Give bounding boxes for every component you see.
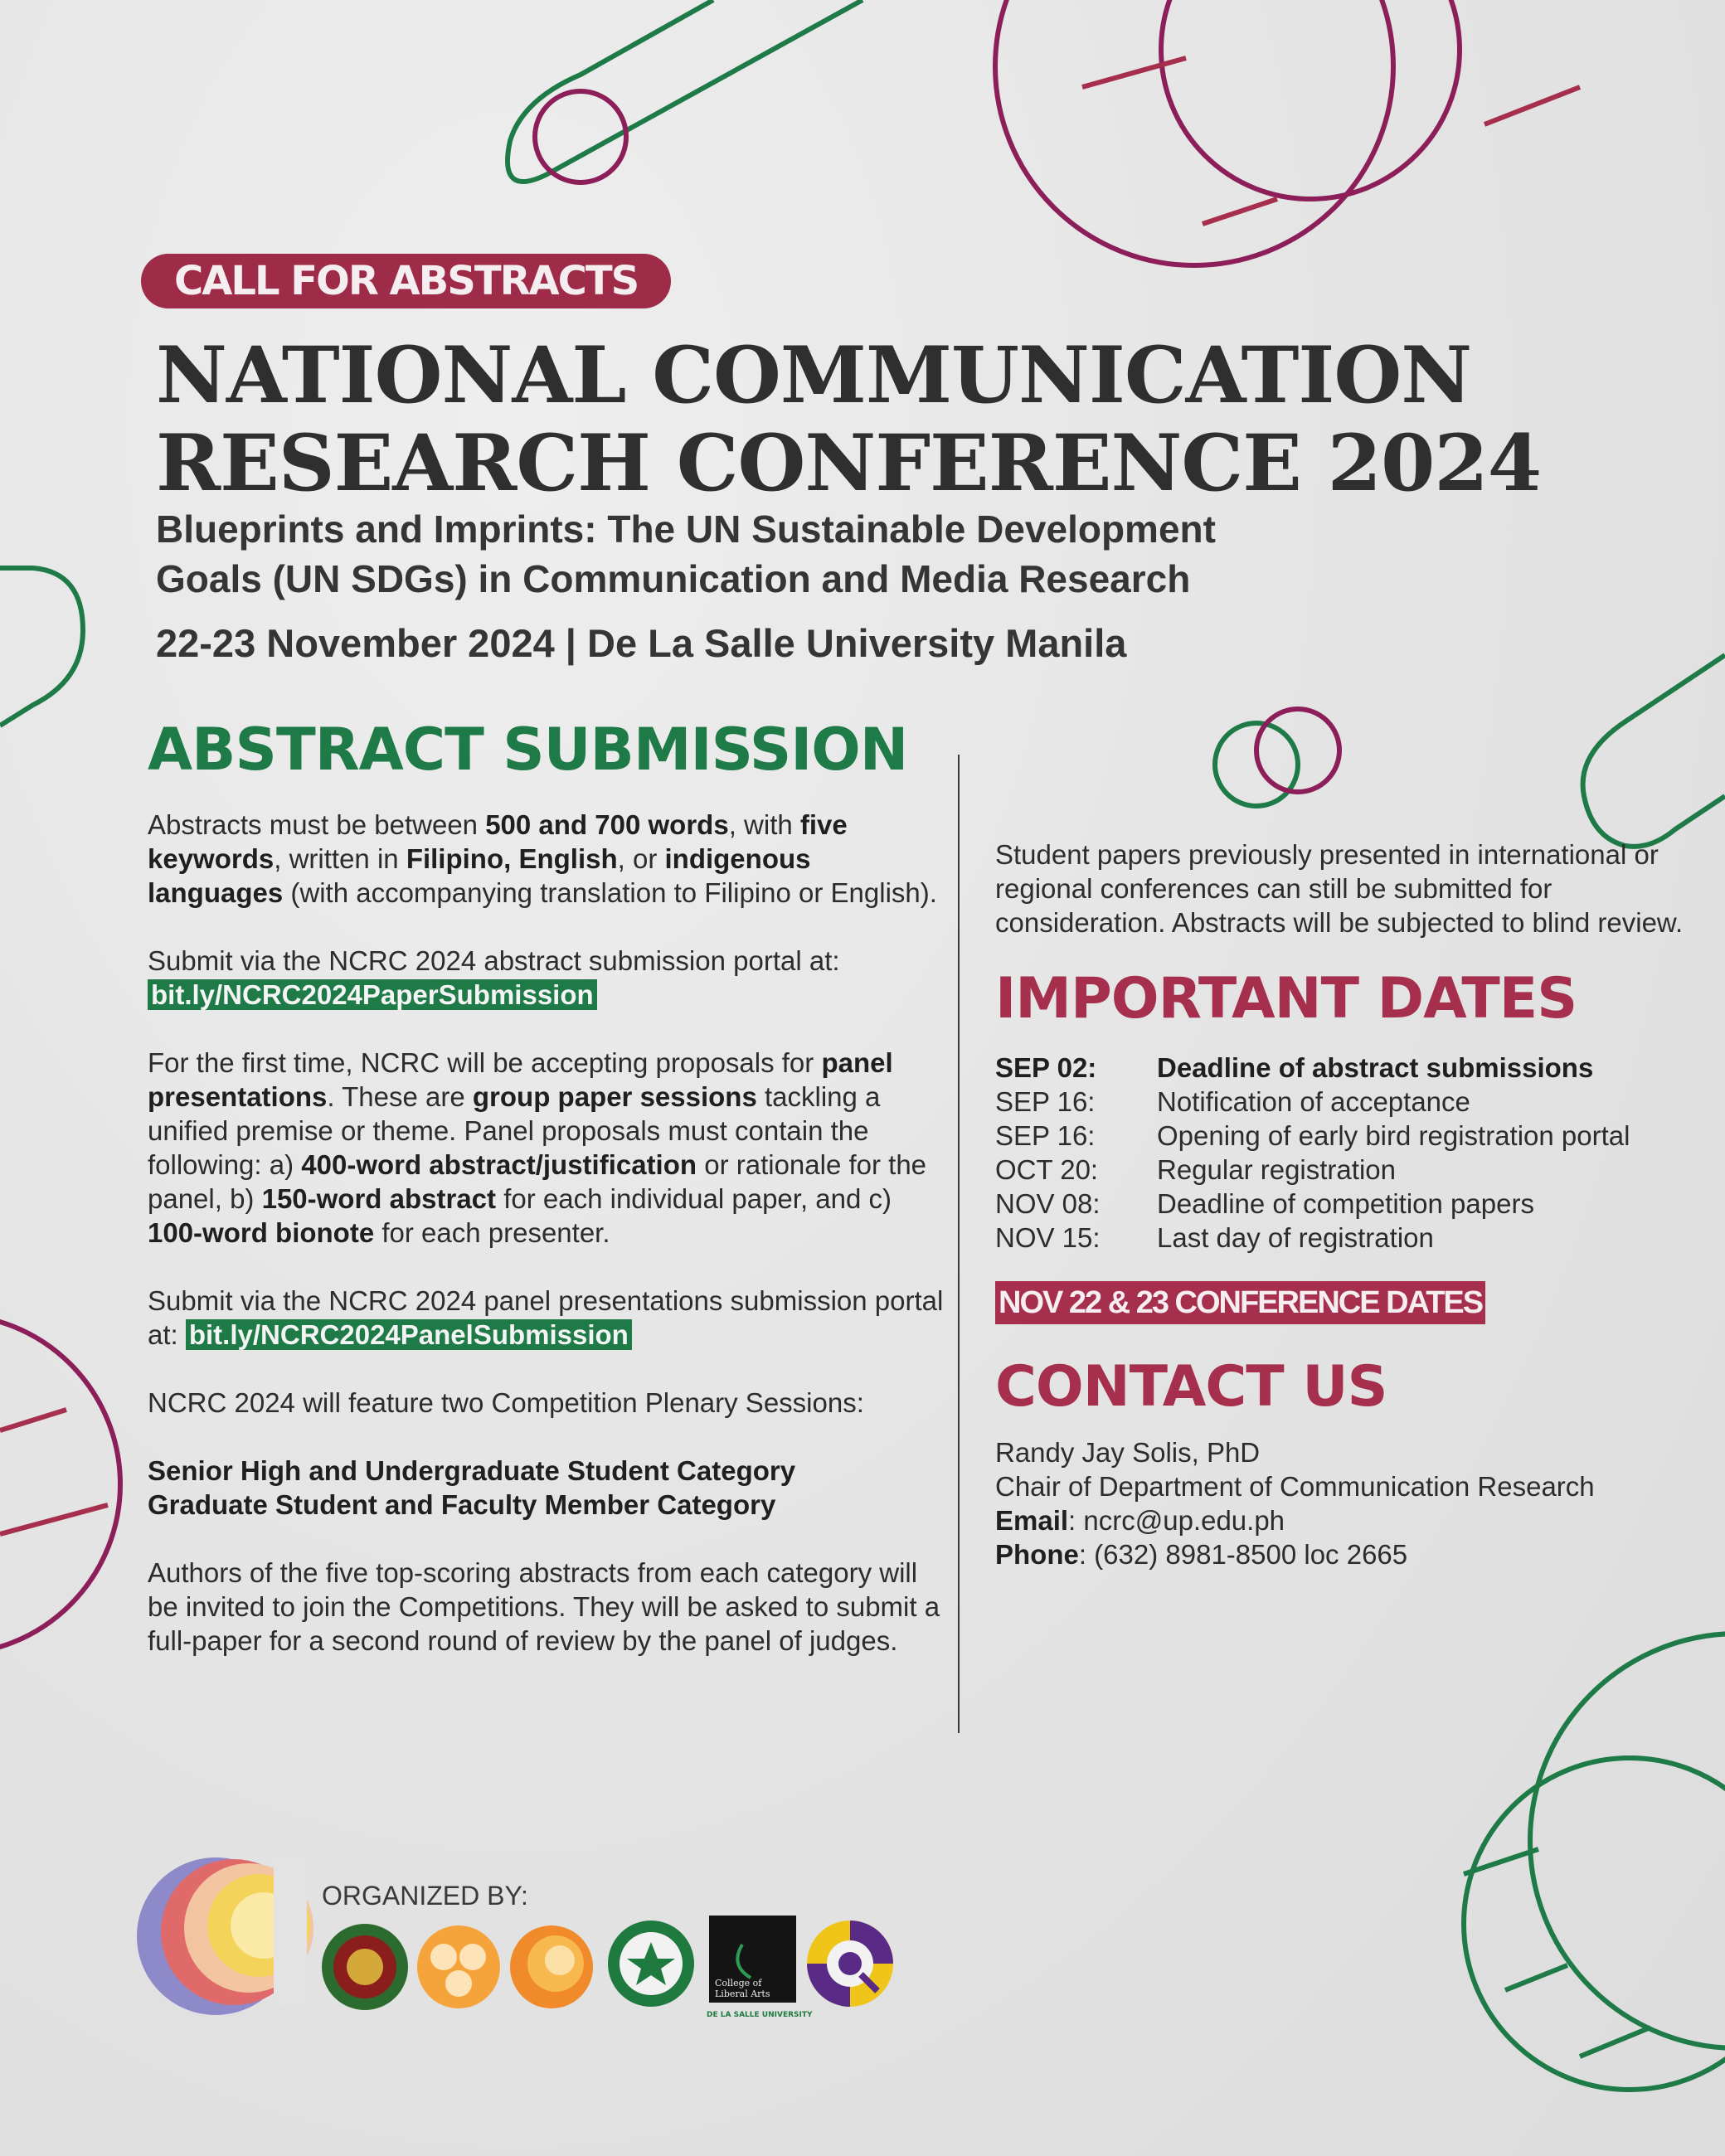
category-1: Senior High and Undergraduate Student Category (148, 1455, 796, 1486)
email-label: Email (995, 1505, 1069, 1536)
emphasis: indigenous languages (148, 843, 811, 908)
text: . These are (327, 1081, 473, 1112)
date: NOV 15: (995, 1222, 1101, 1253)
text: Submit via the NCRC 2024 panel presentations submission portal at: (148, 1285, 944, 1350)
date: OCT 20: (995, 1154, 1099, 1185)
event: Last day of registration (1157, 1222, 1434, 1253)
date: SEP 16: (995, 1120, 1096, 1151)
emphasis: five keywords (148, 809, 848, 874)
phone-label: Phone (995, 1539, 1079, 1570)
emphasis: panel presentations (148, 1047, 893, 1112)
panel-submission-link[interactable]: bit.ly/NCRC2024PanelSubmission (186, 1319, 632, 1350)
emphasis: Filipino, English (406, 843, 618, 874)
theme-line-2: Goals (UN SDGs) in Communication and Media Research (156, 557, 1191, 600)
paper-submission-link[interactable]: bit.ly/NCRC2024PaperSubmission (148, 979, 597, 1010)
dlsu-seal-icon (608, 1920, 694, 2007)
contact-role: Chair of Department of Communication Research (995, 1471, 1595, 1502)
event: Deadline of abstract submissions (1157, 1052, 1594, 1083)
text: for each individual paper, and c) (496, 1183, 892, 1214)
text: , with (728, 809, 800, 840)
date: SEP 16: (995, 1086, 1096, 1117)
phone-value: : (632) 8981-8500 loc 2665 (1078, 1539, 1408, 1570)
date-venue: 22-23 November 2024 | De La Salle University Manila (156, 621, 1127, 665)
title-line-1: NATIONAL COMMUNICATION (156, 330, 1472, 421)
text: for each presenter. (374, 1217, 610, 1248)
cla-logo-text: College of (715, 1978, 762, 1988)
organized-by-label: ORGANIZED BY: (322, 1881, 528, 1911)
email-value: : ncrc@up.edu.ph (1068, 1505, 1285, 1536)
orange-swirl-logo-icon (417, 1925, 500, 2008)
theme-line-1: Blueprints and Imprints: The UN Sustainable Development (156, 507, 1216, 551)
orange-spiral-logo-icon (510, 1925, 593, 2008)
purple-search-logo-icon (807, 1920, 893, 2007)
emphasis: 150-word abstract (261, 1183, 497, 1214)
emphasis: 400-word abstract/justification (301, 1149, 697, 1180)
category-2: Graduate Student and Faculty Member Category (148, 1489, 776, 1520)
text: For the first time, NCRC will be accepting proposals for (148, 1047, 822, 1078)
title-line-2: RESEARCH CONFERENCE 2024 (156, 418, 1542, 509)
event: Regular registration (1157, 1154, 1396, 1185)
event: Opening of early bird registration portal (1157, 1120, 1630, 1151)
up-seal-icon (322, 1924, 408, 2010)
text: Submit via the NCRC 2024 abstract submission portal at: (148, 945, 840, 976)
cla-logo-text: Liberal Arts (715, 1988, 770, 1999)
competition-paragraph: Authors of the five top-scoring abstracts from each category will be invited to join the Competitions. They will be asked to submit a full-paper for a second round of review by the panel of judges. (148, 1557, 940, 1656)
text: , written in (274, 843, 406, 874)
contact-name: Randy Jay Solis, PhD (995, 1437, 1261, 1468)
cla-caption: DE LA SALLE UNIVERSITY (707, 2011, 813, 2019)
text: , or (617, 843, 665, 874)
text: or rationale for the panel, b) (148, 1149, 927, 1214)
date: SEP 02: (995, 1052, 1097, 1083)
text: tackling a unified premise or theme. Panel proposals must contain the following: a) (148, 1081, 881, 1180)
call-for-abstracts-badge: CALL FOR ABSTRACTS (141, 254, 671, 308)
contact-heading: CONTACT US (995, 1354, 1387, 1420)
cla-logo-icon (707, 1916, 813, 2019)
text: (with accompanying translation to Filipino or English). (283, 877, 937, 908)
emphasis: group paper sessions (472, 1081, 757, 1112)
ncrc-logo-icon (137, 1857, 313, 2015)
conference-dates-badge: NOV 22 & 23 CONFERENCE DATES (995, 1281, 1485, 1324)
emphasis: 100-word bionote (148, 1217, 375, 1248)
emphasis: 500 and 700 words (485, 809, 729, 840)
important-dates-heading: IMPORTANT DATES (995, 966, 1577, 1032)
text: Abstracts must be between (148, 809, 486, 840)
student-note: Student papers previously presented in international or regional conferences can still be submitted for consideration. Abstracts will be subjected to blind review. (995, 839, 1684, 938)
abstract-submission-heading: ABSTRACT SUBMISSION (148, 716, 908, 784)
competition-intro: NCRC 2024 will feature two Competition Plenary Sessions: (148, 1387, 864, 1418)
event: Notification of acceptance (1157, 1086, 1470, 1117)
date: NOV 08: (995, 1188, 1101, 1219)
event: Deadline of competition papers (1157, 1188, 1534, 1219)
